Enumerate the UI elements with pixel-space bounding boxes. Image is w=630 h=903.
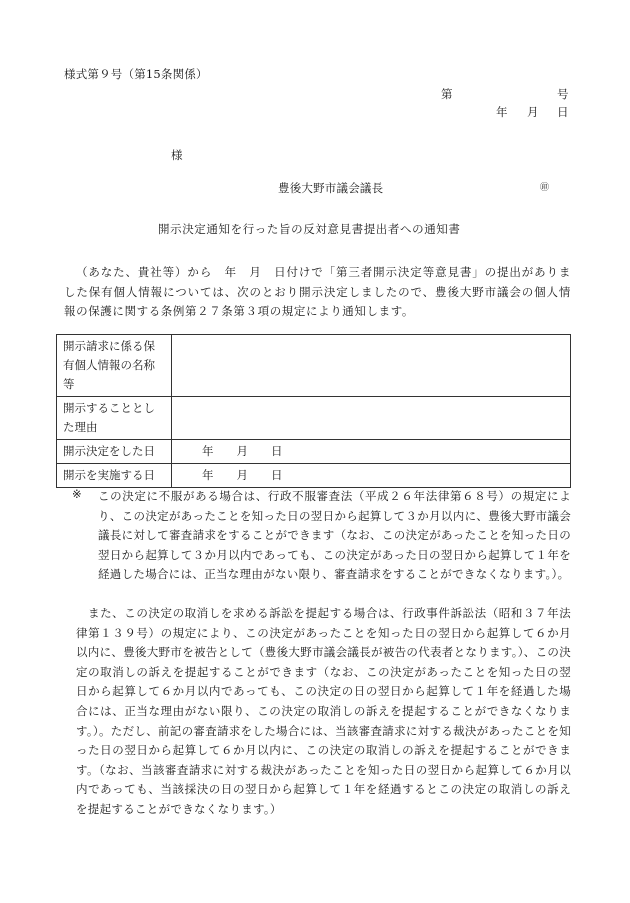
note-paragraph-1: この決定に不服がある場合は、行政不服審査法（平成２６年法律第６８号）の規定により、この決定があったことを知った日の翌日から起算して３か月以内に、豊後大野市議会議長に対して審査請求をすることができます（なお、この決定があったことを知った日の翌日から起算して３か月以内であっても、この決定があった日の翌日から起算して１年を経過した場合には、正当な理由がない限り、審査請求をすることができなくなります。）。 bbox=[98, 489, 571, 582]
note-mark: ※ bbox=[72, 487, 82, 501]
seal-mark: ㊞ bbox=[540, 183, 550, 193]
row-value-info-name bbox=[172, 335, 571, 397]
date-year: 年 bbox=[496, 105, 508, 119]
row-label-reason: 開示することとした理由 bbox=[57, 397, 172, 440]
info-table bbox=[56, 334, 571, 488]
note-paragraph-2: また、この決定の取消しを求める訴訟を提起する場合は、行政事件訴訟法（昭和３７年法律第１３９号）の規定により、この決定があったことを知った日の翌日から起算して６か月以内に、豊後大野市を被告として（豊後大野市議会議長が被告の代表者となります。）、この決定の取消しの訴えを提起することができます（なお、この決定があったことを知った日の翌日から起算して６か月以内であっても、この決定の日の翌日から起算して１年を経過した場合には、正当な理由がない限り、この決定の取消しの訴えを提起することができなくなります。）。ただし、前記の審査請求をした場合には、当該審査請求に対する裁決があったことを知った日の翌日から起算して６か月以内に、この決定の取消しの訴えを提起することができます。（なお、当該審査請求に対する裁決があったことを知った日の翌日から起算して６か月以内であっても、当該採決の日の翌日から起算して１年を経過するとこの決定の取消しの訴えを提起することができなくなります。） bbox=[76, 606, 571, 816]
row-value-reason bbox=[172, 397, 571, 440]
table-row bbox=[57, 335, 571, 397]
doc-number-prefix: 第 bbox=[441, 87, 453, 101]
sender-name: 豊後大野市議会議長 bbox=[278, 181, 384, 195]
table-row bbox=[57, 397, 571, 440]
row-label-implementation-date: 開示を実施する日 bbox=[57, 464, 172, 488]
addressee-honorific: 様 bbox=[171, 148, 183, 162]
date-month: 月 bbox=[527, 105, 539, 119]
doc-number-suffix: 号 bbox=[557, 87, 569, 101]
row-label-info-name: 開示請求に係る保有個人情報の名称等 bbox=[57, 335, 172, 397]
form-label: 様式第９号（第15条関係） bbox=[64, 67, 208, 81]
table-row bbox=[57, 464, 571, 488]
document-title: 開示決定通知を行った旨の反対意見書提出者への通知書 bbox=[158, 222, 461, 236]
body-paragraph: （あなた、貴社等）から 年 月 日付けで「第三者開示決定等意見書」の提出がありました保有個人情報については、次のとおり開示決定しましたので、豊後大野市議会の個人情報の保護に関する条例第２７条第３項の規定により通知します。 bbox=[64, 265, 571, 318]
row-label-decision-date: 開示決定をした日 bbox=[57, 440, 172, 464]
date-day: 日 bbox=[557, 105, 569, 119]
row-value-implementation-date: 年 月 日 bbox=[172, 464, 571, 488]
row-value-decision-date: 年 月 日 bbox=[172, 440, 571, 464]
table-row bbox=[57, 440, 571, 464]
